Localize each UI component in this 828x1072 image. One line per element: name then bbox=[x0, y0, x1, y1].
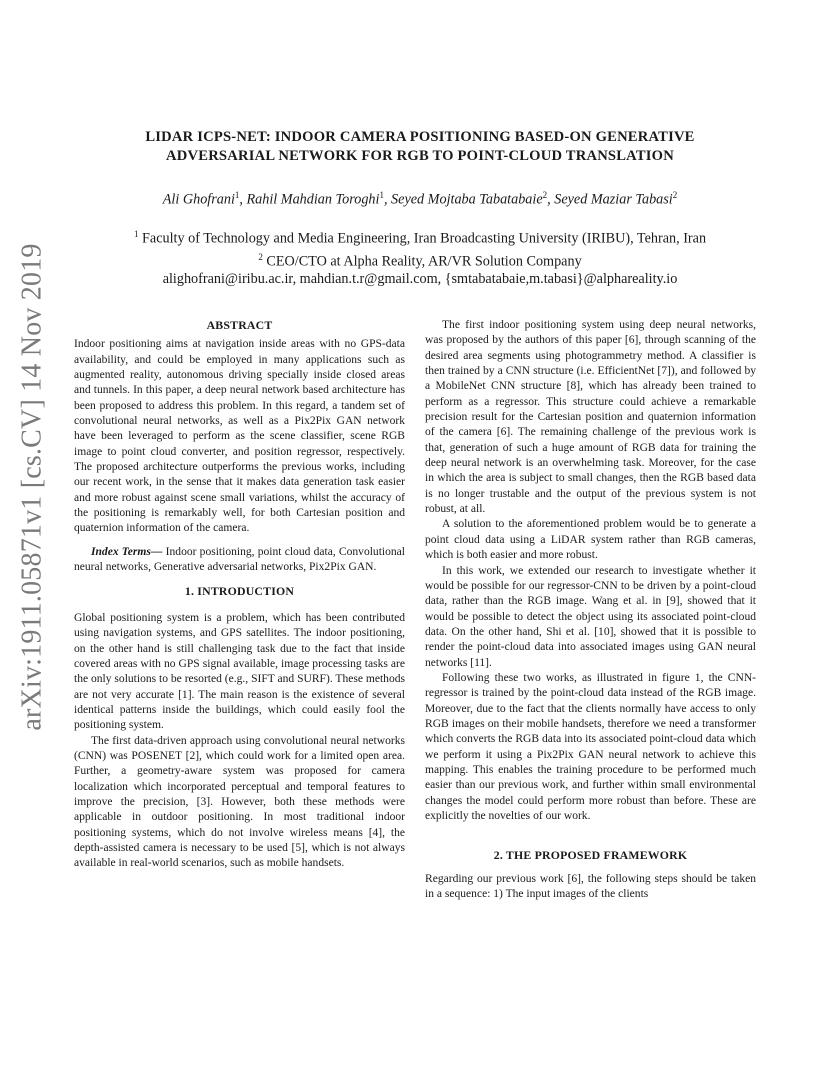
author-affiliation-mark: 2 bbox=[542, 190, 548, 200]
body-paragraph: The first indoor positioning system using deep neural networks, was proposed by the authors of this paper [6], through scanning of the desired area segments using photogrammetry method. A classifier is then trained by a CNN structure (i.e. EfficientNet [7]), and followed by a MobileNet CNN structure [8], which has already been trained to perform as a regressor. This structure could achieve a remarkable precision result for the Cartesian position and quaternion information of the camera [6]. The remaining challenge of the previous work is that, generation of such a huge amount of RGB data for training the deep neural network is an overwhelming task. Moreover, for the case in which the area is subject to small changes, then the RGB based data is no longer trustable and the output of the previous system is not robust, at all. bbox=[425, 319, 756, 516]
arxiv-side-stamp bbox=[10, 243, 56, 731]
title-line-1: LIDAR ICPS-NET: INDOOR CAMERA POSITIONING BASED-ON GENERATIVE bbox=[145, 129, 695, 145]
affiliation-2 bbox=[60, 248, 780, 271]
affiliation-mark: 2 bbox=[258, 251, 263, 262]
author-affiliation-mark: 1 bbox=[234, 190, 240, 200]
affiliation-block bbox=[60, 225, 780, 288]
section-2-heading: 2. THE PROPOSED FRAMEWORK bbox=[493, 848, 688, 863]
paper-title bbox=[90, 128, 750, 166]
affiliation-mark: 1 bbox=[133, 229, 139, 239]
author-name: Rahil Mahdian Toroghi bbox=[246, 191, 380, 208]
author-name: Seyed Mojtaba Tabatabaie bbox=[391, 191, 543, 208]
right-column bbox=[425, 318, 756, 902]
abstract-text: Indoor positioning aims at navigation inside areas with no GPS-data availability, and could be employed in many applications such as augmented reality, autonomous driving specially inside closed areas and tunnels. In this paper, a deep neural network based architecture has been proposed to address this problem. In this regard, a tandem set of convolutional neural networks, as well as a Pix2Pix GAN network have been leveraged to perform as the scene classifier, scene RGB image to point cloud converter, and position regressor, respectively. The proposed architecture outperforms the previous works, including our recent work, in the sense that it makes data generation task easier and more robust against scene small variations, whilst the accuracy of the positioning is remarkably well, for both Cartesian position and quaternion information of the camera. bbox=[74, 338, 405, 535]
intro-paragraph: Global positioning system is a problem, which has been contributed using navigation systems, and GPS satellites. The indoor positioning, on the other hand is still challenging task due to the fact that inside covered areas with no GPS signal available, image processing tasks are the only solutions to be resorted (e.g., SIFT and SURF). These methods are not very accurate [1]. The main reason is the existence of several identical patterns inside the buildings, which could easily fool the positioning system. bbox=[74, 611, 405, 732]
affiliation-1 bbox=[60, 225, 780, 248]
body-paragraph: A solution to the aforementioned problem would be to generate a point cloud data using a LiDAR system rather than RGB cameras, which is both easier and more robust. bbox=[425, 518, 756, 562]
left-column bbox=[74, 318, 405, 872]
affiliation-text: Faculty of Technology and Media Engineering, Iran Broadcasting University (IRIBU), Tehran, Iran bbox=[138, 230, 707, 247]
author-list: Ali Ghofrani$^1$, Rahil Mahdian Toroghi$^1$, Seyed Mojtaba Tabatabaie$^2$, Seyed Maziar Tabasi$^2$ bbox=[162, 190, 678, 208]
abstract-heading: ABSTRACT bbox=[206, 318, 273, 332]
author-affiliation-mark: 2 bbox=[672, 190, 678, 200]
section-2-text: Regarding our previous work [6], the following steps should be taken in a sequence: 1) The input images of the clients bbox=[425, 872, 756, 901]
index-terms-label: Index Terms— bbox=[91, 545, 163, 558]
arxiv-identifier: arXiv:1911.05871v1 [cs.CV] 14 Nov 2019 bbox=[17, 243, 48, 731]
title-line-2: ADVERSARIAL NETWORK FOR RGB TO POINT-CLOUD TRANSLATION bbox=[166, 148, 674, 164]
author-name: Seyed Maziar Tabasi bbox=[554, 191, 673, 208]
index-terms-text: Indoor positioning, point cloud data, Convolutional neural networks, Generative adversarial networks, Pix2Pix GAN. bbox=[74, 545, 406, 574]
body-paragraph: In this work, we extended our research to investigate whether it would be possible for our regressor-CNN to be driven by a point-cloud data, rather than the RGB image. Wang et al. in [9], showed that it would be possible to detect the object using its associated point-cloud data. On the other hand, Shi et al. [10], showed that it is possible to render the point-cloud data into associated images using GAN neural networks [11]. bbox=[425, 564, 756, 669]
author-emails: alighofrani@iribu.ac.ir, mahdian.t.r@gmail.com, {smtabatabaie,m.tabasi}@alphareality.io bbox=[162, 271, 678, 288]
author-affiliation-mark: 1 bbox=[379, 190, 384, 200]
section-1-heading: 1. INTRODUCTION bbox=[184, 583, 295, 598]
intro-paragraph: The first data-driven approach using convolutional neural networks (CNN) was POSENET [2], which could work for a limited open area. Further, a geometry-aware system was proposed for camera localization which incorporated perceptual and temporal features to improve the precision, [3]. However, both these methods were applicable in outdoor positioning. In most traditional indoor positioning systems, which do not involve wireless means [4], the depth-assisted camera is necessary to be used [5], which is not always available in real-world scenarios, such as mobile handsets. bbox=[74, 734, 405, 870]
affiliation-text: CEO/CTO at Alpha Reality, AR/VR Solution Company bbox=[262, 253, 582, 270]
author-name: Ali Ghofrani bbox=[162, 191, 235, 208]
body-paragraph: Following these two works, as illustrated in figure 1, the CNN-regressor is trained by the point-cloud data instead of the RGB image. Moreover, due to the fact that the clients normally have access to only RGB images on their mobile handsets, therefore we need a transformer which converts the RGB data into its associated point-cloud data which we perform it using a Pix2Pix GAN neural network to achieve this mapping. This enables the training procedure to be performed much easier than our previous work, and further within small environmental changes the model could perform more robust than before. These are explicitly the novelties of our work. bbox=[425, 671, 756, 822]
index-terms bbox=[74, 545, 405, 576]
